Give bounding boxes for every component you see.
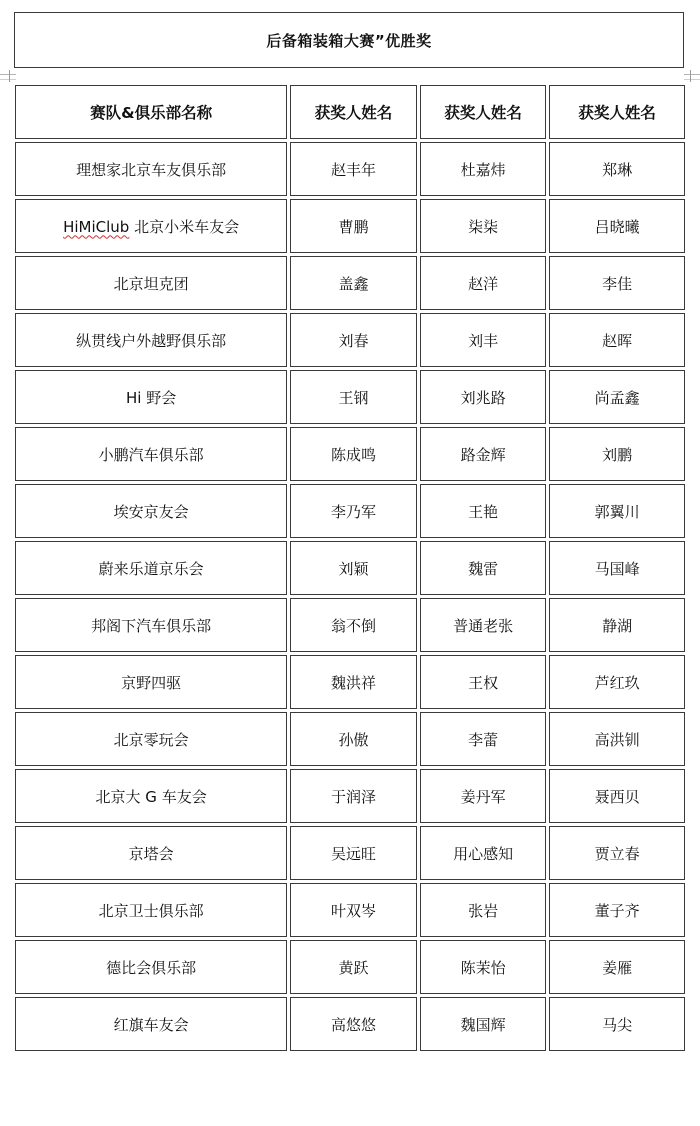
winner-name-cell: 魏国辉 xyxy=(420,997,547,1051)
winner-name-cell: 王权 xyxy=(420,655,547,709)
team-name-cell xyxy=(15,883,287,937)
winner-name-cell: 吴远旺 xyxy=(290,826,417,880)
winner-name-cell: 李佳 xyxy=(549,256,685,310)
winner-name-cell: 姜雁 xyxy=(549,940,685,994)
team-name: 小鹏汽车俱乐部 xyxy=(98,445,204,464)
winner-name-cell: 柒柒 xyxy=(420,199,547,253)
team-name: 北京小米车友会 xyxy=(134,217,240,236)
winner-name-cell: 赵洋 xyxy=(420,256,547,310)
winner-name-cell: 陈成鸣 xyxy=(290,427,417,481)
header-winner-1: 获奖人姓名 xyxy=(290,85,417,139)
team-name-cell xyxy=(15,598,287,652)
winner-name-cell: 芦红玖 xyxy=(549,655,685,709)
team-name-cell xyxy=(15,940,287,994)
table-row xyxy=(15,484,685,538)
team-name-cell xyxy=(15,256,287,310)
team-name: 理想家北京车友俱乐部 xyxy=(76,160,227,179)
team-name-cell xyxy=(15,541,287,595)
table-row xyxy=(15,370,685,424)
table-row xyxy=(15,313,685,367)
table-row xyxy=(15,769,685,823)
team-name-cell xyxy=(15,370,287,424)
winner-name-cell: 刘春 xyxy=(290,313,417,367)
team-name-cell xyxy=(15,769,287,823)
team-name-cell xyxy=(15,826,287,880)
winner-name-cell: 尚孟鑫 xyxy=(549,370,685,424)
winner-name-cell: 陈茉怡 xyxy=(420,940,547,994)
team-name-cell xyxy=(15,199,287,253)
winner-name-cell: 李乃军 xyxy=(290,484,417,538)
team-name-cell xyxy=(15,997,287,1051)
team-name: 北京大 G 车友会 xyxy=(95,787,207,806)
team-name-cell xyxy=(15,712,287,766)
page-edge-line xyxy=(0,79,16,80)
page-edge-tick xyxy=(690,70,691,82)
team-name: 埃安京友会 xyxy=(113,502,189,521)
team-name: 京野四驱 xyxy=(121,673,182,692)
winner-name-cell: 刘丰 xyxy=(420,313,547,367)
winner-name-cell: 姜丹军 xyxy=(420,769,547,823)
table-row xyxy=(15,940,685,994)
winner-name-cell: 曹鹏 xyxy=(290,199,417,253)
winner-name-cell: 赵晖 xyxy=(549,313,685,367)
table-row xyxy=(15,142,685,196)
winner-name-cell: 郑琳 xyxy=(549,142,685,196)
winner-name-cell: 马国峰 xyxy=(549,541,685,595)
table-row xyxy=(15,427,685,481)
winner-name-cell: 董子齐 xyxy=(549,883,685,937)
page-edge-line xyxy=(684,74,700,75)
table-row xyxy=(15,826,685,880)
winner-name-cell: 王钢 xyxy=(290,370,417,424)
team-name-cell xyxy=(15,313,287,367)
table-row xyxy=(15,598,685,652)
winner-name-cell: 叶双岑 xyxy=(290,883,417,937)
team-name: Hi 野会 xyxy=(126,388,177,407)
document-title: 后备箱装箱大赛”优胜奖 xyxy=(14,12,684,68)
header-team: 赛队&俱乐部名称 xyxy=(15,85,287,139)
page-edge-line xyxy=(684,79,700,80)
winner-name-cell: 郭翼川 xyxy=(549,484,685,538)
winner-name-cell: 普通老张 xyxy=(420,598,547,652)
winner-name-cell: 王艳 xyxy=(420,484,547,538)
table-row xyxy=(15,541,685,595)
winner-name-cell: 盖鑫 xyxy=(290,256,417,310)
team-name-prefix: HiMiClub xyxy=(63,217,130,236)
winner-name-cell: 于润泽 xyxy=(290,769,417,823)
page-edge-tick xyxy=(9,70,10,82)
table-row xyxy=(15,712,685,766)
awards-table xyxy=(12,82,688,1054)
winner-name-cell: 用心感知 xyxy=(420,826,547,880)
page-edge-line xyxy=(0,74,16,75)
winner-name-cell: 高洪钏 xyxy=(549,712,685,766)
team-name: 纵贯线户外越野俱乐部 xyxy=(76,331,227,350)
header-winner-3: 获奖人姓名 xyxy=(549,85,685,139)
winner-name-cell: 刘颖 xyxy=(290,541,417,595)
winner-name-cell: 聂西贝 xyxy=(549,769,685,823)
team-name: 蔚来乐道京乐会 xyxy=(98,559,204,578)
winner-name-cell: 路金辉 xyxy=(420,427,547,481)
winner-name-cell: 李蕾 xyxy=(420,712,547,766)
winner-name-cell: 刘鹏 xyxy=(549,427,685,481)
team-name-cell xyxy=(15,427,287,481)
winner-name-cell: 黄跃 xyxy=(290,940,417,994)
header-row xyxy=(15,85,685,139)
team-name: 邦阁下汽车俱乐部 xyxy=(91,616,212,635)
winner-name-cell: 高悠悠 xyxy=(290,997,417,1051)
table-row xyxy=(15,997,685,1051)
table-row xyxy=(15,655,685,709)
team-name: 德比会俱乐部 xyxy=(106,958,197,977)
winner-name-cell: 魏雷 xyxy=(420,541,547,595)
table-row xyxy=(15,199,685,253)
winner-name-cell: 静湖 xyxy=(549,598,685,652)
winner-name-cell: 吕晓曦 xyxy=(549,199,685,253)
team-name: 红旗车友会 xyxy=(113,1015,189,1034)
winner-name-cell: 刘兆路 xyxy=(420,370,547,424)
team-name-cell xyxy=(15,142,287,196)
winner-name-cell: 孙傲 xyxy=(290,712,417,766)
table-row xyxy=(15,883,685,937)
team-name: 北京卫士俱乐部 xyxy=(98,901,204,920)
team-name: 北京坦克团 xyxy=(113,274,189,293)
header-winner-2: 获奖人姓名 xyxy=(420,85,547,139)
winner-name-cell: 赵丰年 xyxy=(290,142,417,196)
winner-name-cell: 马尖 xyxy=(549,997,685,1051)
team-name-cell xyxy=(15,484,287,538)
team-name-cell xyxy=(15,655,287,709)
team-name: 京塔会 xyxy=(128,844,174,863)
winner-name-cell: 杜嘉炜 xyxy=(420,142,547,196)
table-row xyxy=(15,256,685,310)
winner-name-cell: 张岩 xyxy=(420,883,547,937)
winner-name-cell: 贾立春 xyxy=(549,826,685,880)
winner-name-cell: 魏洪祥 xyxy=(290,655,417,709)
winner-name-cell: 翁不倒 xyxy=(290,598,417,652)
team-name: 北京零玩会 xyxy=(113,730,189,749)
